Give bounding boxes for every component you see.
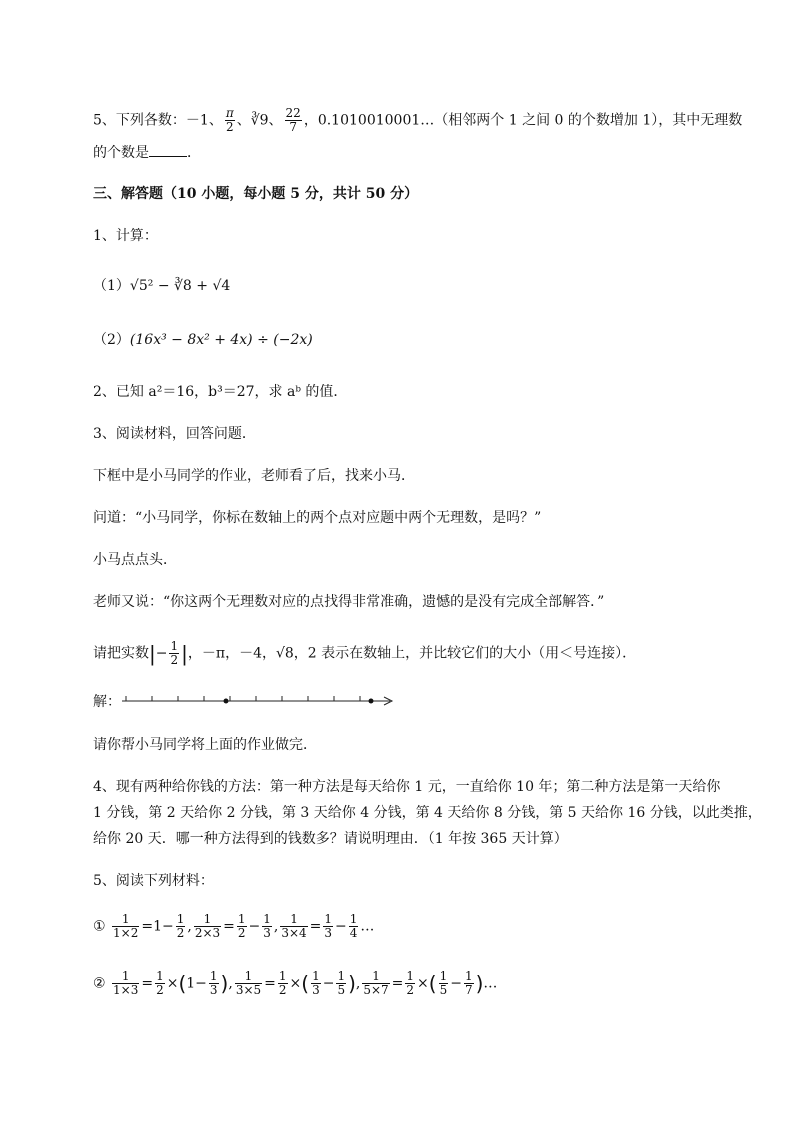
abs-bar-right: | — [181, 641, 188, 666]
l5-suffix: ，－π，－4，√8，2 表示在数轴上，并比较它们的大小（用＜号连接）． — [187, 645, 637, 662]
question-5-line-2 — [93, 142, 201, 163]
sub1-expression: √5² − ∛8 + √4 — [129, 278, 231, 294]
l5-prefix: 请把实数 — [93, 645, 149, 662]
one-half-fraction: $\frac{1}{2}$ — [170, 639, 179, 667]
material-1-label: ① — [93, 918, 106, 935]
section-3-title: 三、解答题（10 小题，每小题 5 分，共计 50 分） — [93, 186, 419, 202]
q5-line2-text: 的个数是 — [93, 145, 149, 161]
problem-3-line-3: 小马点点头． — [93, 552, 177, 568]
number-line — [122, 690, 397, 712]
problem-3-line-5: 请把实数|− $\frac{1}{2}$ |，－π，－4，√8，2 表示在数轴上，并比较它们的大小（用＜号连接）． — [93, 639, 637, 667]
material-1-ellipsis: … — [360, 918, 375, 935]
22-over-7-fraction: $\frac{22}{7}$ — [285, 106, 301, 134]
problem-5-title: 5、阅读下列材料： — [93, 873, 214, 889]
problem-3-line-4: 老师又说：“你这两个无理数对应的点找得非常准确，遗憾的是没有完成全部解答．” — [93, 594, 605, 610]
problem-4-line-2: 1 分钱，第 2 天给你 2 分钱，第 3 天给你 4 分钱，第 4 天给你 8 分钱，第 5 天给你 16 分钱，以此类推， — [93, 805, 762, 821]
answer-label: 解： — [93, 694, 121, 710]
sub2-expression: (16x³ − 8x² + 4x) ÷ (−2x) — [129, 332, 313, 348]
abs-bar-left: | — [149, 641, 156, 666]
q5-end-punct: ． — [187, 145, 201, 161]
material-2-ellipsis: … — [483, 975, 498, 992]
problem-2: 2、已知 a²＝16，b³＝27，求 aᵇ 的值． — [93, 384, 348, 400]
answer-blank — [149, 142, 187, 157]
q5-suffix: ，0.1010010001…（相邻两个 1 之间 0 的个数增加 1），其中无理数 — [303, 112, 743, 129]
material-1: ① $\frac{1}{1\times 2}$ =1− $\frac{1}{2}$ , $\frac{1}{2\times 3}$ = $\frac{1}{2}$ − $\frac{1}{3}$ , $\frac{1}{3\times 4}$ = $\frac{1}{3}$ − $\frac{1}{4}$ … — [93, 912, 375, 940]
sub1-label: （1） — [93, 278, 130, 294]
pi-over-2-fraction: $\frac{\pi}{2}$ — [225, 106, 234, 134]
problem-4-line-3: 给你 20 天．哪一种方法得到的钱数多？请说明理由．（1 年按 365 天计算） — [93, 831, 568, 847]
problem-3-title: 3、阅读材料，回答问题． — [93, 426, 256, 442]
material-2: ② $\frac{1}{1\times 3}$ = $\frac{1}{2}$ ×(1− $\frac{1}{3}$ ), $\frac{1}{3\times 5}$ = $\frac{1}{2}$ ×( $\frac{1}{3}$ − $\frac{1}{5}$ ), $\frac{1}{5\times 7}$ = $\frac{1}{2}$ ×( $\frac{1}{5}$ − $\frac{1}{7}$ )… — [93, 969, 498, 997]
point-marker-1 — [224, 699, 229, 704]
cube-root-9: ∛9 — [250, 112, 269, 129]
number-line-ticks — [126, 696, 360, 701]
problem-4-line-1: 4、现有两种给你钱的方法：第一种方法是每天给你 1 元，一直给你 10 年；第二种方法是第一天给你 — [93, 779, 721, 795]
problem-1-sub-1 — [93, 276, 230, 296]
question-5-line-1: 5、下列各数：－1、 $\frac{\pi}{2}$ 、∛9、 $\frac{22}{7}$ ，0.1010010001…（相邻两个 1 之间 0 的个数增加 1），其中无理数 — [93, 106, 743, 134]
problem-3-line-2: 问道：“小马同学，你标在数轴上的两个点对应题中两个无理数，是吗？” — [93, 510, 542, 526]
problem-1-sub-2 — [93, 330, 313, 350]
problem-3-line-6: 请你帮小马同学将上面的作业做完． — [93, 737, 317, 753]
problem-3-line-1: 下框中是小马同学的作业，老师看了后，找来小马． — [93, 468, 415, 484]
material-2-label: ② — [93, 975, 106, 992]
sub2-label: （2） — [93, 332, 130, 348]
q5-prefix: 5、下列各数：－1、 — [93, 112, 223, 129]
point-marker-2 — [369, 699, 374, 704]
problem-1-title: 1、计算： — [93, 228, 158, 244]
